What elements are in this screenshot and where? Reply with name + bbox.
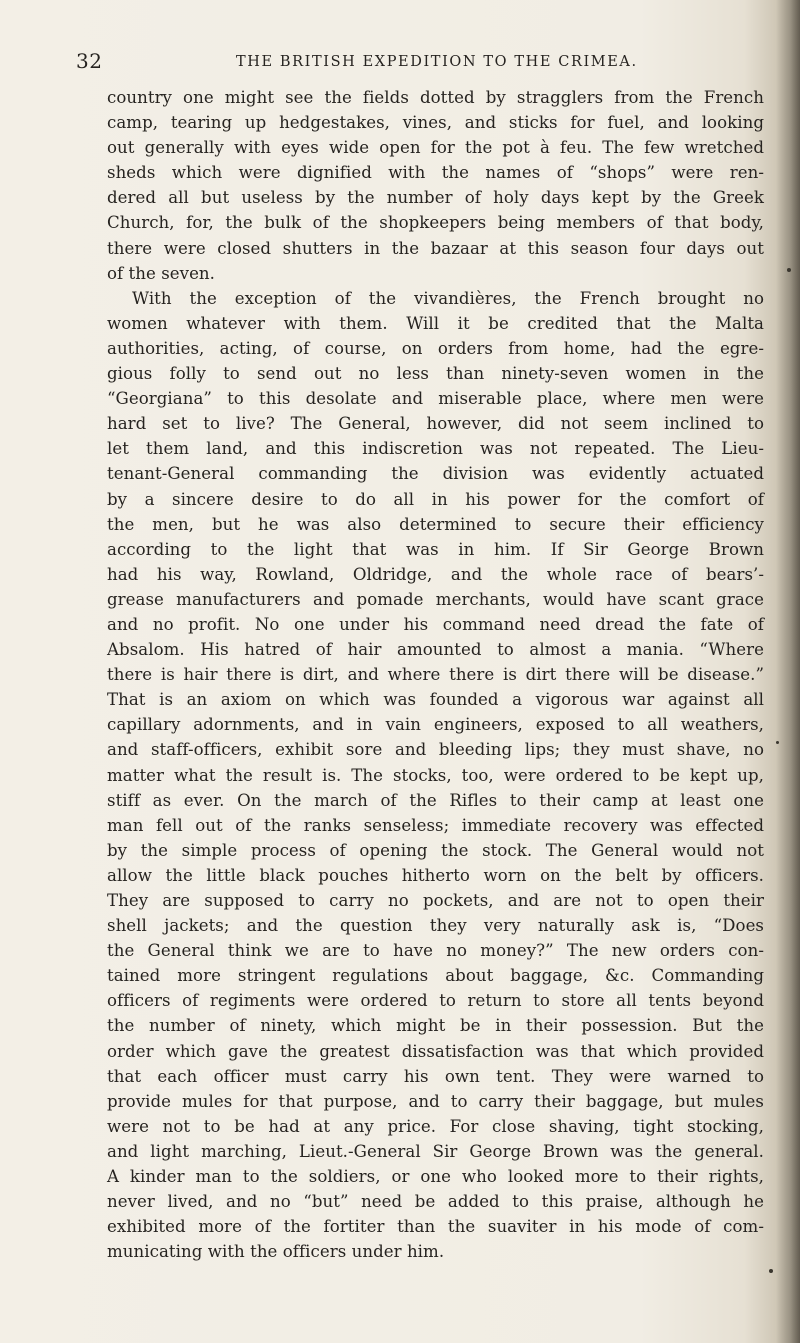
text-line: matter what the result is. The stocks, too, were ordered to be kept up, bbox=[107, 765, 764, 785]
text-line: let them land, and this indiscretion was not repeated. The Lieu- bbox=[107, 439, 764, 459]
text-line: there were closed shutters in the bazaar at this season four days out bbox=[107, 238, 764, 258]
text-line: by a sincere desire to do all in his power for the comfort of bbox=[107, 489, 764, 509]
text-line: that each officer must carry his own tent. They were warned to bbox=[107, 1066, 764, 1086]
text-line: gious folly to send out no less than ninety-seven women in the bbox=[107, 364, 764, 384]
text-line: camp, tearing up hedgestakes, vines, and sticks for fuel, and looking bbox=[107, 113, 764, 133]
text-line: hard set to live? The General, however, did not seem inclined to bbox=[107, 414, 764, 434]
text-line: allow the little black pouches hitherto worn on the belt by officers. bbox=[107, 865, 764, 885]
text-line: never lived, and no “but” need be added to this praise, although he bbox=[107, 1192, 764, 1212]
text-line: provide mules for that purpose, and to carry their baggage, but mules bbox=[107, 1091, 764, 1111]
text-line: grease manufacturers and pomade merchants, would have scant grace bbox=[107, 589, 764, 609]
body-text bbox=[107, 85, 764, 1264]
text-line: officers of regiments were ordered to return to store all tents beyond bbox=[107, 991, 764, 1011]
text-line: man fell out of the ranks senseless; immediate recovery was effected bbox=[107, 815, 764, 835]
ink-speck bbox=[787, 268, 791, 272]
running-head: THE BRITISH EXPEDITION TO THE CRIMEA. bbox=[236, 54, 638, 70]
text-line: and staff-officers, exhibit sore and bleeding lips; they must shave, no bbox=[107, 740, 764, 760]
text-line: capillary adornments, and in vain engineers, exposed to all weathers, bbox=[107, 715, 764, 735]
text-line: and no profit. No one under his command need dread the fate of bbox=[107, 614, 764, 634]
text-line: were not to be had at any price. For close shaving, tight stocking, bbox=[107, 1116, 764, 1136]
text-line: Absalom. His hatred of hair amounted to almost a mania. “Where bbox=[107, 640, 764, 660]
text-line: country one might see the fields dotted by stragglers from the French bbox=[107, 88, 764, 107]
text-line: A kinder man to the soldiers, or one who looked more to their rights, bbox=[107, 1167, 764, 1187]
text-line: “Georgiana” to this desolate and miserable place, where men were bbox=[107, 389, 764, 409]
ink-speck bbox=[769, 1269, 773, 1273]
text-line: had his way, Rowland, Oldridge, and the whole race of bears’- bbox=[107, 564, 764, 584]
text-line: the General think we are to have no money?” The new orders con- bbox=[107, 941, 764, 961]
text-line: exhibited more of the fortiter than the suaviter in his mode of com- bbox=[107, 1217, 764, 1237]
page-number: 32 bbox=[76, 49, 103, 73]
text-line: municating with the officers under him. bbox=[107, 1242, 445, 1262]
text-line: according to the light that was in him. If Sir George Brown bbox=[107, 539, 764, 559]
text-line: That is an axiom on which was founded a vigorous war against all bbox=[107, 690, 764, 710]
text-line: With the exception of the vivandières, the French brought no bbox=[132, 288, 764, 308]
text-line: there is hair there is dirt, and where there is dirt there will be disease.” bbox=[107, 665, 764, 685]
text-line: and light marching, Lieut.-General Sir George Brown was the general. bbox=[107, 1141, 764, 1161]
text-line: out generally with eyes wide open for the pot à feu. The few wretched bbox=[107, 138, 764, 158]
text-line: women whatever with them. Will it be credited that the Malta bbox=[107, 313, 764, 333]
text-line: by the simple process of opening the stock. The General would not bbox=[107, 840, 764, 860]
text-line: of the seven. bbox=[107, 263, 215, 283]
text-line: stiff as ever. On the march of the Rifles to their camp at least one bbox=[107, 790, 764, 810]
text-line: authorities, acting, of course, on orders from home, had the egre- bbox=[107, 338, 764, 358]
ink-speck bbox=[776, 741, 779, 744]
text-line: tained more stringent regulations about baggage, &c. Commanding bbox=[107, 966, 764, 986]
text-line: order which gave the greatest dissatisfaction was that which provided bbox=[107, 1041, 764, 1061]
text-line: the men, but he was also determined to secure their efficiency bbox=[107, 514, 764, 534]
text-line: Church, for, the bulk of the shopkeepers being members of that body, bbox=[107, 213, 764, 233]
page-edge-shadow bbox=[776, 0, 800, 1343]
text-line: sheds which were dignified with the names of “shops” were ren- bbox=[107, 163, 764, 183]
text-line: tenant-General commanding the division was evidently actuated bbox=[107, 464, 764, 484]
text-line: the number of ninety, which might be in their possession. But the bbox=[107, 1016, 764, 1036]
text-line: They are supposed to carry no pockets, and are not to open their bbox=[107, 891, 764, 910]
text-line: dered all but useless by the number of holy days kept by the Greek bbox=[107, 188, 764, 208]
text-line: shell jackets; and the question they very naturally ask is, “Does bbox=[107, 916, 764, 936]
page-header bbox=[76, 47, 764, 77]
